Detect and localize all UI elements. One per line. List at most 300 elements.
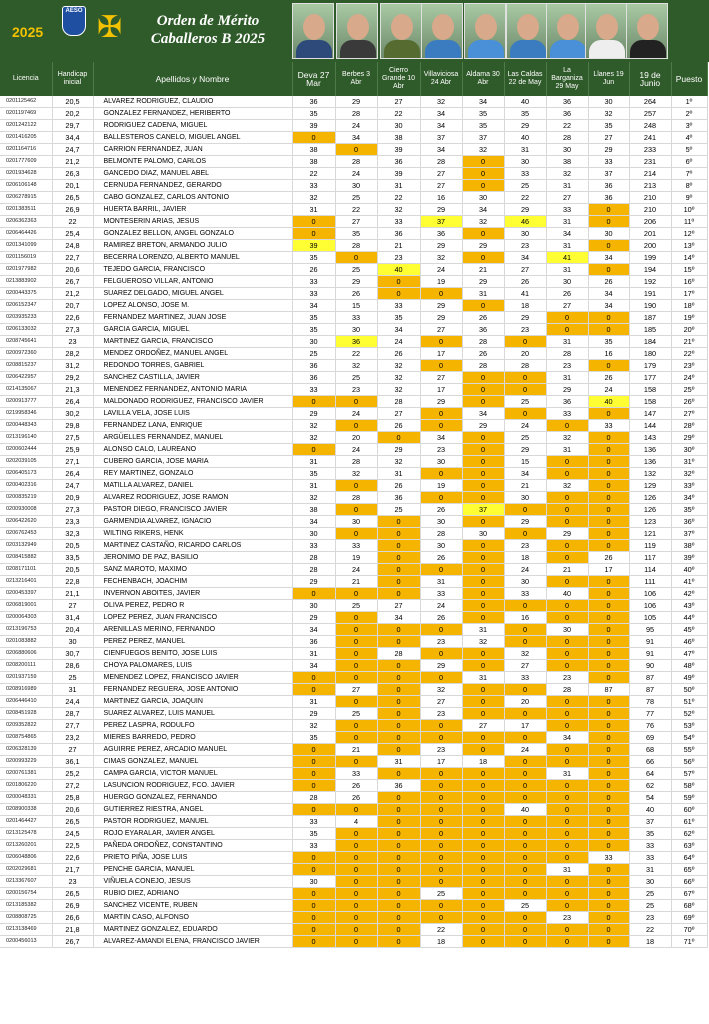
- score-cell-llanes: 0: [588, 540, 629, 552]
- player-name-cell: REY MARTINEZ, GONZALO: [93, 468, 292, 480]
- table-row: [0, 648, 707, 660]
- handicap-cell: 21,8: [52, 924, 93, 936]
- handicap-cell: 31,2: [52, 360, 93, 372]
- position-cell: 1º: [671, 96, 707, 108]
- score-cell-las-caldas: 29: [504, 444, 546, 456]
- score-cell-cierro-grande: 0: [377, 432, 420, 444]
- licencia-cell: 0213196140: [0, 432, 52, 444]
- score-cell-la-barganiza: 0: [546, 696, 588, 708]
- position-cell: 59º: [671, 792, 707, 804]
- score-cell-cierro-grande: 0: [377, 540, 420, 552]
- score-cell-cierro-grande: 0: [377, 588, 420, 600]
- position-cell: 34º: [671, 492, 707, 504]
- total-cell: 18: [629, 936, 671, 948]
- score-cell-llanes: 0: [588, 768, 629, 780]
- score-cell-las-caldas: 25: [504, 900, 546, 912]
- score-cell-deva: 28: [292, 552, 335, 564]
- col-header-nombre: Apellidos y Nombre: [93, 62, 292, 96]
- score-cell-las-caldas: 20: [504, 696, 546, 708]
- score-cell-la-barganiza: 0: [546, 468, 588, 480]
- score-cell-deva: 31: [292, 480, 335, 492]
- score-cell-berbes: 4: [335, 816, 377, 828]
- score-cell-llanes: 0: [588, 408, 629, 420]
- position-cell: 60º: [671, 804, 707, 816]
- score-cell-cierro-grande: 26: [377, 480, 420, 492]
- position-cell: 71º: [671, 936, 707, 948]
- licencia-cell: 0201164716: [0, 144, 52, 156]
- score-cell-llanes: 0: [588, 840, 629, 852]
- score-cell-la-barganiza: 33: [546, 204, 588, 216]
- score-cell-cierro-grande: 27: [377, 408, 420, 420]
- handicap-cell: 31,4: [52, 612, 93, 624]
- score-cell-las-caldas: 40: [504, 96, 546, 108]
- handicap-cell: 27: [52, 744, 93, 756]
- player-name-cell: HUERGO GONZALEZ, FERNANDO: [93, 792, 292, 804]
- licencia-cell: 0206328139: [0, 744, 52, 756]
- score-cell-aldama: 28: [462, 360, 504, 372]
- score-cell-las-caldas: 0: [504, 828, 546, 840]
- score-cell-villaviciosa: 29: [420, 312, 462, 324]
- handicap-cell: 26,9: [52, 900, 93, 912]
- score-cell-berbes: 0: [335, 588, 377, 600]
- score-cell-llanes: 40: [588, 396, 629, 408]
- total-cell: 206: [629, 216, 671, 228]
- table-row: [0, 504, 707, 516]
- licencia-cell: 0200064303: [0, 612, 52, 624]
- handicap-cell: 25,9: [52, 444, 93, 456]
- score-cell-deva: 32: [292, 420, 335, 432]
- table-row: [0, 816, 707, 828]
- score-cell-berbes: 0: [335, 888, 377, 900]
- score-cell-las-caldas: 0: [504, 372, 546, 384]
- score-cell-llanes: 0: [588, 804, 629, 816]
- score-cell-cierro-grande: 38: [377, 132, 420, 144]
- score-cell-deva: 30: [292, 336, 335, 348]
- score-cell-las-caldas: 24: [504, 564, 546, 576]
- score-cell-las-caldas: 40: [504, 132, 546, 144]
- score-cell-llanes: 34: [588, 300, 629, 312]
- score-cell-cierro-grande: 0: [377, 804, 420, 816]
- score-cell-cierro-grande: 29: [377, 444, 420, 456]
- score-cell-deva: 28: [292, 564, 335, 576]
- score-cell-berbes: 25: [335, 372, 377, 384]
- licencia-cell: 0206133032: [0, 324, 52, 336]
- total-cell: 95: [629, 624, 671, 636]
- score-cell-cierro-grande: 36: [377, 228, 420, 240]
- player-name-cell: RODRIGUEZ CADENA, MIGUEL: [93, 120, 292, 132]
- handicap-cell: 20,5: [52, 564, 93, 576]
- licencia-cell: 0200156754: [0, 888, 52, 900]
- total-cell: 180: [629, 348, 671, 360]
- score-cell-aldama: 0: [462, 612, 504, 624]
- score-cell-llanes: 30: [588, 96, 629, 108]
- player-name-cell: ALVAREZ RODRIGUEZ, CLAUDIO: [93, 96, 292, 108]
- handicap-cell: 30: [52, 636, 93, 648]
- score-cell-berbes: 0: [335, 144, 377, 156]
- score-cell-llanes: 0: [588, 468, 629, 480]
- position-cell: 19º: [671, 312, 707, 324]
- table-row: [0, 672, 707, 684]
- score-cell-villaviciosa: 27: [420, 324, 462, 336]
- score-cell-la-barganiza: 40: [546, 588, 588, 600]
- score-cell-cierro-grande: 0: [377, 936, 420, 948]
- score-cell-deva: 22: [292, 168, 335, 180]
- table-row: [0, 384, 707, 396]
- handicap-cell: 23: [52, 876, 93, 888]
- score-cell-aldama: 0: [462, 936, 504, 948]
- score-cell-las-caldas: 0: [504, 924, 546, 936]
- licencia-cell: 0219958346: [0, 408, 52, 420]
- total-cell: 179: [629, 360, 671, 372]
- score-cell-aldama: 32: [462, 636, 504, 648]
- licencia-cell: 0201383511: [0, 204, 52, 216]
- position-cell: 30º: [671, 444, 707, 456]
- position-cell: 12º: [671, 228, 707, 240]
- score-cell-cierro-grande: 0: [377, 876, 420, 888]
- licencia-cell: 0206362363: [0, 216, 52, 228]
- score-cell-las-caldas: 18: [504, 552, 546, 564]
- licencia-cell: 0213196753: [0, 624, 52, 636]
- score-cell-villaviciosa: 0: [420, 912, 462, 924]
- player-name-cell: MENENDEZ FERNANDEZ, ANTONIO MARIA: [93, 384, 292, 396]
- score-cell-llanes: 0: [588, 264, 629, 276]
- score-cell-las-caldas: 0: [504, 840, 546, 852]
- player-photo: [546, 3, 588, 59]
- handicap-cell: 21,7: [52, 864, 93, 876]
- score-cell-las-caldas: 27: [504, 264, 546, 276]
- position-cell: 18º: [671, 300, 707, 312]
- position-cell: 63º: [671, 840, 707, 852]
- score-cell-cierro-grande: 0: [377, 768, 420, 780]
- table-row: [0, 936, 707, 948]
- total-cell: 136: [629, 456, 671, 468]
- score-cell-aldama: 32: [462, 216, 504, 228]
- score-cell-deva: 25: [292, 348, 335, 360]
- score-cell-aldama: 0: [462, 384, 504, 396]
- score-cell-villaviciosa: 29: [420, 204, 462, 216]
- score-cell-cierro-grande: 0: [377, 720, 420, 732]
- licencia-cell: 0213260201: [0, 840, 52, 852]
- score-cell-aldama: 34: [462, 408, 504, 420]
- score-cell-la-barganiza: 27: [546, 300, 588, 312]
- col-header-deva: Deva 27 Mar: [292, 62, 335, 96]
- total-cell: 23: [629, 912, 671, 924]
- score-cell-llanes: 0: [588, 204, 629, 216]
- score-cell-las-caldas: 40: [504, 804, 546, 816]
- score-cell-la-barganiza: 0: [546, 888, 588, 900]
- score-cell-villaviciosa: 24: [420, 264, 462, 276]
- total-cell: 31: [629, 864, 671, 876]
- score-cell-la-barganiza: 23: [546, 360, 588, 372]
- player-name-cell: GANCEDO DIAZ, MANUEL ABEL: [93, 168, 292, 180]
- licencia-cell: 0213138469: [0, 924, 52, 936]
- table-row: [0, 492, 707, 504]
- table-row: [0, 468, 707, 480]
- score-cell-cierro-grande: 0: [377, 708, 420, 720]
- score-cell-villaviciosa: 24: [420, 600, 462, 612]
- player-name-cell: MATILLA ALVAREZ, DANIEL: [93, 480, 292, 492]
- score-cell-deva: 32: [292, 492, 335, 504]
- score-cell-la-barganiza: 31: [546, 768, 588, 780]
- score-cell-la-barganiza: 0: [546, 792, 588, 804]
- score-cell-llanes: 0: [588, 312, 629, 324]
- score-cell-berbes: 36: [335, 336, 377, 348]
- table-row: [0, 300, 707, 312]
- table-row: [0, 156, 707, 168]
- total-cell: 68: [629, 744, 671, 756]
- licencia-cell: 0209352822: [0, 720, 52, 732]
- score-cell-deva: 34: [292, 300, 335, 312]
- score-cell-cierro-grande: 27: [377, 600, 420, 612]
- score-cell-llanes: 32: [588, 108, 629, 120]
- player-name-cell: LOPEZ PEREZ, JUAN FRANCISCO: [93, 612, 292, 624]
- position-cell: 8º: [671, 180, 707, 192]
- position-cell: 26º: [671, 396, 707, 408]
- score-cell-villaviciosa: 0: [420, 720, 462, 732]
- score-cell-llanes: 0: [588, 720, 629, 732]
- title-line-1: Orden de Mérito: [156, 13, 260, 29]
- player-name-cell: FERNANDEZ LANA, ENRIQUE: [93, 420, 292, 432]
- score-cell-las-caldas: 17: [504, 720, 546, 732]
- score-cell-deva: 35: [292, 252, 335, 264]
- total-cell: 214: [629, 168, 671, 180]
- total-cell: 123: [629, 516, 671, 528]
- handicap-cell: 25,4: [52, 228, 93, 240]
- score-cell-las-caldas: 0: [504, 816, 546, 828]
- table-row: [0, 456, 707, 468]
- score-cell-berbes: 32: [335, 468, 377, 480]
- licencia-cell: 0208754865: [0, 732, 52, 744]
- total-cell: 126: [629, 504, 671, 516]
- score-cell-cierro-grande: 28: [377, 648, 420, 660]
- table-row: [0, 768, 707, 780]
- score-cell-la-barganiza: 0: [546, 456, 588, 468]
- total-cell: 129: [629, 480, 671, 492]
- score-cell-llanes: 0: [588, 324, 629, 336]
- score-cell-llanes: 0: [588, 912, 629, 924]
- handicap-cell: 20,5: [52, 540, 93, 552]
- score-cell-la-barganiza: 31: [546, 444, 588, 456]
- score-cell-llanes: 0: [588, 588, 629, 600]
- score-cell-aldama: 34: [462, 204, 504, 216]
- score-cell-berbes: 25: [335, 708, 377, 720]
- handicap-cell: 24,8: [52, 240, 93, 252]
- licencia-cell: 0206880606: [0, 648, 52, 660]
- score-cell-cierro-grande: 28: [377, 396, 420, 408]
- score-cell-la-barganiza: 28: [546, 684, 588, 696]
- licencia-cell: 0202039105: [0, 456, 52, 468]
- player-name-cell: MIERES BARREDO, PEDRO: [93, 732, 292, 744]
- table-row: [0, 684, 707, 696]
- score-cell-las-caldas: 28: [504, 360, 546, 372]
- handicap-cell: 22,6: [52, 312, 93, 324]
- score-cell-aldama: 0: [462, 552, 504, 564]
- handicap-cell: 22,8: [52, 576, 93, 588]
- total-cell: 117: [629, 552, 671, 564]
- score-cell-villaviciosa: 0: [420, 780, 462, 792]
- total-cell: 144: [629, 420, 671, 432]
- score-cell-villaviciosa: 30: [420, 540, 462, 552]
- score-cell-berbes: 30: [335, 516, 377, 528]
- score-cell-la-barganiza: 0: [546, 756, 588, 768]
- score-cell-berbes: 34: [335, 132, 377, 144]
- table-row: [0, 756, 707, 768]
- score-cell-berbes: 33: [335, 312, 377, 324]
- score-cell-deva: 0: [292, 924, 335, 936]
- score-cell-villaviciosa: 0: [420, 864, 462, 876]
- score-cell-villaviciosa: 0: [420, 672, 462, 684]
- score-cell-las-caldas: 35: [504, 108, 546, 120]
- player-name-cell: FERNANDEZ REGUERA, JOSE ANTONIO: [93, 684, 292, 696]
- total-cell: 194: [629, 264, 671, 276]
- score-cell-villaviciosa: 37: [420, 132, 462, 144]
- player-name-cell: BALLESTEROS CANELO, MIGUEL ANGEL: [93, 132, 292, 144]
- handicap-cell: 30,7: [52, 648, 93, 660]
- licencia-cell: 0213216401: [0, 576, 52, 588]
- score-cell-la-barganiza: 41: [546, 252, 588, 264]
- score-cell-llanes: 0: [588, 516, 629, 528]
- position-cell: 50º: [671, 684, 707, 696]
- score-cell-llanes: 0: [588, 828, 629, 840]
- table-row: [0, 600, 707, 612]
- handicap-cell: 20,5: [52, 96, 93, 108]
- score-cell-cierro-grande: 0: [377, 636, 420, 648]
- score-cell-llanes: 37: [588, 168, 629, 180]
- col-header-berbes: Berbes 3 Abr: [335, 62, 377, 96]
- score-cell-llanes: 34: [588, 252, 629, 264]
- player-name-cell: MONTESERIN ARIAS, JESUS: [93, 216, 292, 228]
- score-cell-deva: 35: [292, 732, 335, 744]
- score-cell-aldama: 0: [462, 456, 504, 468]
- score-cell-deva: 35: [292, 108, 335, 120]
- score-cell-llanes: 35: [588, 336, 629, 348]
- score-cell-cierro-grande: 0: [377, 672, 420, 684]
- score-cell-berbes: 0: [335, 900, 377, 912]
- score-cell-las-caldas: 29: [504, 120, 546, 132]
- position-cell: 32º: [671, 468, 707, 480]
- score-cell-berbes: 22: [335, 204, 377, 216]
- score-cell-berbes: 0: [335, 480, 377, 492]
- handicap-cell: 31: [52, 684, 93, 696]
- total-cell: 257: [629, 108, 671, 120]
- score-cell-deva: 33: [292, 540, 335, 552]
- score-cell-cierro-grande: 0: [377, 276, 420, 288]
- position-cell: 24º: [671, 372, 707, 384]
- handicap-cell: 29,7: [52, 120, 93, 132]
- table-row: [0, 636, 707, 648]
- licencia-cell: 0200913777: [0, 396, 52, 408]
- player-name-cell: SANCHEZ CASTILLA, JAVIER: [93, 372, 292, 384]
- total-cell: 77: [629, 708, 671, 720]
- score-cell-villaviciosa: 30: [420, 456, 462, 468]
- score-cell-villaviciosa: 28: [420, 156, 462, 168]
- score-cell-la-barganiza: 0: [546, 744, 588, 756]
- player-name-cell: GUTIERREZ RIESTRA, ANGEL: [93, 804, 292, 816]
- score-cell-deva: 33: [292, 288, 335, 300]
- player-photo: [585, 3, 627, 59]
- player-name-cell: VIÑUELA CONEJO, JESUS: [93, 876, 292, 888]
- score-cell-aldama: 0: [462, 300, 504, 312]
- licencia-cell: 0208900338: [0, 804, 52, 816]
- score-cell-berbes: 0: [335, 720, 377, 732]
- score-cell-la-barganiza: 32: [546, 168, 588, 180]
- total-cell: 64: [629, 768, 671, 780]
- score-cell-aldama: 27: [462, 720, 504, 732]
- score-cell-villaviciosa: 30: [420, 516, 462, 528]
- total-cell: 136: [629, 444, 671, 456]
- total-cell: 210: [629, 204, 671, 216]
- score-cell-aldama: 0: [462, 576, 504, 588]
- score-cell-aldama: 0: [462, 588, 504, 600]
- score-cell-las-caldas: 34: [504, 252, 546, 264]
- score-cell-berbes: 0: [335, 828, 377, 840]
- player-name-cell: CERNUDA FERNANDEZ, GERARDO: [93, 180, 292, 192]
- licencia-cell: 0206762453: [0, 528, 52, 540]
- table-row: [0, 924, 707, 936]
- score-cell-villaviciosa: 17: [420, 384, 462, 396]
- score-cell-la-barganiza: 32: [546, 480, 588, 492]
- licencia-cell: 0206422620: [0, 516, 52, 528]
- score-cell-aldama: 35: [462, 108, 504, 120]
- score-cell-aldama: 0: [462, 840, 504, 852]
- total-cell: 248: [629, 120, 671, 132]
- player-name-cell: GONZALEZ FERNANDEZ, HERIBERTO: [93, 108, 292, 120]
- handicap-cell: 26,6: [52, 912, 93, 924]
- table-row: [0, 144, 707, 156]
- score-cell-berbes: 0: [335, 804, 377, 816]
- position-cell: 31º: [671, 456, 707, 468]
- handicap-cell: 28,7: [52, 708, 93, 720]
- score-cell-villaviciosa: 32: [420, 96, 462, 108]
- score-cell-berbes: 33: [335, 768, 377, 780]
- score-cell-la-barganiza: 0: [546, 924, 588, 936]
- score-cell-cierro-grande: 24: [377, 336, 420, 348]
- position-cell: 58º: [671, 780, 707, 792]
- score-cell-cierro-grande: 35: [377, 312, 420, 324]
- score-cell-la-barganiza: 32: [546, 432, 588, 444]
- handicap-cell: 20,6: [52, 264, 93, 276]
- score-cell-deva: 0: [292, 864, 335, 876]
- licencia-cell: 0201977982: [0, 264, 52, 276]
- handicap-cell: 20,9: [52, 492, 93, 504]
- score-cell-llanes: 0: [588, 612, 629, 624]
- position-cell: 2º: [671, 108, 707, 120]
- score-cell-villaviciosa: 22: [420, 924, 462, 936]
- score-cell-villaviciosa: 25: [420, 888, 462, 900]
- score-cell-llanes: 30: [588, 228, 629, 240]
- score-cell-cierro-grande: 34: [377, 324, 420, 336]
- score-cell-villaviciosa: 0: [420, 624, 462, 636]
- score-cell-las-caldas: 32: [504, 648, 546, 660]
- score-cell-cierro-grande: 0: [377, 684, 420, 696]
- score-cell-villaviciosa: 19: [420, 276, 462, 288]
- score-cell-berbes: 27: [335, 216, 377, 228]
- score-cell-villaviciosa: 0: [420, 792, 462, 804]
- licencia-cell: 0213185382: [0, 900, 52, 912]
- score-cell-aldama: 0: [462, 816, 504, 828]
- score-cell-cierro-grande: 25: [377, 504, 420, 516]
- score-cell-deva: 32: [292, 192, 335, 204]
- score-cell-deva: 0: [292, 744, 335, 756]
- player-name-cell: MARTINEZ GONZALEZ, EDUARDO: [93, 924, 292, 936]
- total-cell: 158: [629, 396, 671, 408]
- score-cell-villaviciosa: 36: [420, 228, 462, 240]
- score-cell-cierro-grande: 0: [377, 852, 420, 864]
- score-cell-aldama: 0: [462, 924, 504, 936]
- score-cell-villaviciosa: 0: [420, 816, 462, 828]
- table-row: [0, 96, 707, 108]
- player-name-cell: MARTINEZ CASTAÑO, RICARDO CARLOS: [93, 540, 292, 552]
